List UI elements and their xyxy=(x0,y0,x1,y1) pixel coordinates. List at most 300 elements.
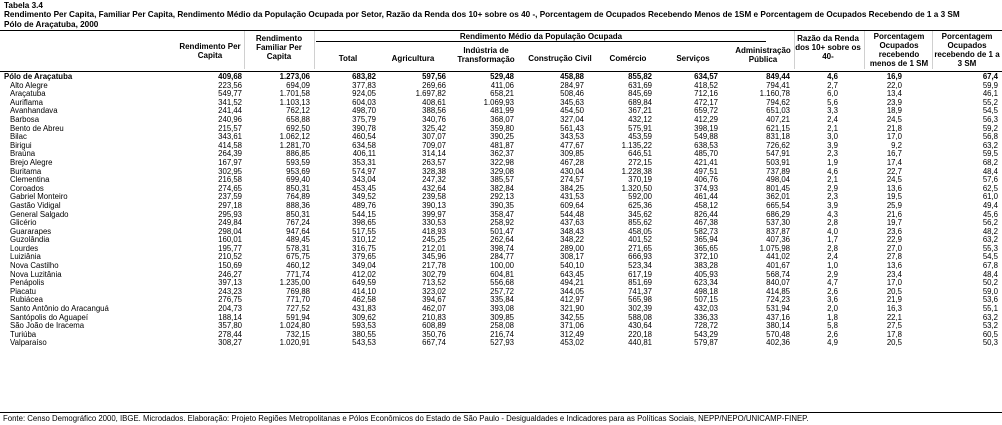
cell-administracao: 651,03 xyxy=(766,106,790,116)
col-group-rend-medio: Rendimento Médio da População Ocupada xyxy=(459,32,623,41)
cell-rend-per-capita: 210,52 xyxy=(218,252,242,262)
cell-pct-menos-1sm: 24,5 xyxy=(886,175,902,185)
cell-administracao: 794,62 xyxy=(766,97,790,107)
cell-rend-familiar: 489,45 xyxy=(286,235,310,245)
cell-construcao: 342,55 xyxy=(560,312,584,322)
cell-servicos: 659,72 xyxy=(694,106,718,116)
cell-construcao: 453,02 xyxy=(560,338,584,348)
cell-comercio: 458,05 xyxy=(628,226,652,236)
table-subtitle: Pólo de Araçatuba, 2000 xyxy=(4,20,99,29)
cell-servicos: 432,03 xyxy=(694,304,718,314)
cell-rend-familiar: 886,85 xyxy=(286,149,310,159)
cell-razao: 4,9 xyxy=(827,338,838,348)
cell-total: 543,53 xyxy=(352,338,376,348)
cell-construcao: 454,50 xyxy=(560,106,584,116)
cell-construcao: 458,88 xyxy=(560,72,584,81)
cell-construcao: 643,45 xyxy=(560,269,584,279)
cell-agricultura: 345,96 xyxy=(422,252,446,262)
cell-rend-per-capita: 409,68 xyxy=(218,72,242,81)
cell-pct-1a3sm: 59,0 xyxy=(982,286,998,296)
row-municipio: Araçatuba xyxy=(10,89,46,99)
cell-administracao: 498,04 xyxy=(766,175,790,185)
cell-construcao: 467,28 xyxy=(560,157,584,167)
cell-rend-familiar: 1.024,80 xyxy=(279,321,310,331)
cell-agricultura: 667,74 xyxy=(422,338,446,348)
cell-razao: 1,7 xyxy=(827,235,838,245)
cell-pct-1a3sm: 63,2 xyxy=(982,235,998,245)
cell-servicos: 374,93 xyxy=(694,183,718,193)
cell-pct-1a3sm: 55,3 xyxy=(982,243,998,253)
cell-pct-1a3sm: 50,3 xyxy=(982,338,998,348)
cell-industria: 329,08 xyxy=(490,166,514,176)
cell-pct-1a3sm: 56,8 xyxy=(982,132,998,142)
cell-rend-familiar: 1.701,58 xyxy=(279,89,310,99)
cell-construcao: 312,49 xyxy=(560,329,584,339)
cell-rend-per-capita: 167,97 xyxy=(218,157,242,167)
cell-pct-1a3sm: 55,1 xyxy=(982,304,998,314)
header-top-rule xyxy=(0,30,1002,31)
cell-pct-menos-1sm: 18,9 xyxy=(886,106,902,116)
cell-construcao: 561,43 xyxy=(560,123,584,133)
cell-rend-familiar: 694,09 xyxy=(286,80,310,90)
table-body xyxy=(0,73,1002,348)
cell-comercio: 430,64 xyxy=(628,321,652,331)
cell-razao: 2,9 xyxy=(827,269,838,279)
cell-razao: 4,3 xyxy=(827,209,838,219)
cell-total: 489,76 xyxy=(352,200,376,210)
cell-agricultura: 330,53 xyxy=(422,218,446,228)
cell-administracao: 407,21 xyxy=(766,114,790,124)
cell-pct-menos-1sm: 17,0 xyxy=(886,278,902,288)
cell-rend-per-capita: 343,61 xyxy=(218,132,242,142)
cell-rend-familiar: 953,69 xyxy=(286,166,310,176)
cell-razao: 3,6 xyxy=(827,295,838,305)
row-municipio: Valparaíso xyxy=(10,338,47,348)
cell-rend-per-capita: 240,96 xyxy=(218,114,242,124)
cell-servicos: 497,51 xyxy=(694,166,718,176)
cell-industria: 390,25 xyxy=(490,132,514,142)
cell-servicos: 405,93 xyxy=(694,269,718,279)
cell-razao: 2,8 xyxy=(827,243,838,253)
cell-comercio: 1.320,50 xyxy=(621,183,652,193)
cell-pct-1a3sm: 63,2 xyxy=(982,312,998,322)
row-municipio: Brejo Alegre xyxy=(10,157,53,167)
cell-pct-1a3sm: 59,2 xyxy=(982,123,998,133)
cell-construcao: 327,04 xyxy=(560,114,584,124)
cell-administracao: 849,44 xyxy=(766,72,790,81)
row-municipio: Santópolis do Aguapeí xyxy=(10,312,89,322)
cell-agricultura: 323,02 xyxy=(422,286,446,296)
cell-pct-menos-1sm: 22,0 xyxy=(886,80,902,90)
cell-pct-1a3sm: 46,1 xyxy=(982,89,998,99)
cell-pct-1a3sm: 48,2 xyxy=(982,226,998,236)
cell-pct-1a3sm: 61,0 xyxy=(982,192,998,202)
cell-agricultura: 462,07 xyxy=(422,304,446,314)
cell-pct-menos-1sm: 23,4 xyxy=(886,269,902,279)
cell-industria: 398,74 xyxy=(490,243,514,253)
cell-comercio: 575,91 xyxy=(628,123,652,133)
cell-administracao: 831,18 xyxy=(766,132,790,142)
row-municipio: Braúna xyxy=(10,149,36,159)
cell-agricultura: 340,76 xyxy=(422,114,446,124)
cell-comercio: 851,69 xyxy=(628,278,652,288)
cell-administracao: 531,94 xyxy=(766,304,790,314)
cell-razao: 2,6 xyxy=(827,286,838,296)
cell-industria: 527,93 xyxy=(490,338,514,348)
cell-agricultura: 269,66 xyxy=(422,80,446,90)
cell-industria: 216,74 xyxy=(490,329,514,339)
cell-pct-menos-1sm: 9,2 xyxy=(891,140,902,150)
cell-servicos: 543,29 xyxy=(694,329,718,339)
row-municipio: Nova Luzitânia xyxy=(10,269,62,279)
cell-rend-per-capita: 297,18 xyxy=(218,200,242,210)
row-municipio: Alto Alegre xyxy=(10,80,48,90)
cell-pct-1a3sm: 56,3 xyxy=(982,114,998,124)
cell-construcao: 544,48 xyxy=(560,209,584,219)
cell-construcao: 477,67 xyxy=(560,140,584,150)
cell-rend-familiar: 593,59 xyxy=(286,157,310,167)
row-municipio: Coroados xyxy=(10,183,44,193)
cell-administracao: 503,91 xyxy=(766,157,790,167)
cell-construcao: 412,97 xyxy=(560,295,584,305)
cell-total: 375,79 xyxy=(352,114,376,124)
cell-razao: 2,4 xyxy=(827,114,838,124)
cell-construcao: 540,10 xyxy=(560,261,584,271)
cell-servicos: 623,34 xyxy=(694,278,718,288)
cell-agricultura: 432,64 xyxy=(422,183,446,193)
cell-total: 406,11 xyxy=(352,149,376,159)
row-municipio: Bento de Abreu xyxy=(10,123,64,133)
table-bottom-rule xyxy=(0,412,1002,413)
cell-servicos: 582,73 xyxy=(694,226,718,236)
cell-rend-per-capita: 215,57 xyxy=(218,123,242,133)
cell-razao: 2,4 xyxy=(827,252,838,262)
cell-administracao: 794,41 xyxy=(766,80,790,90)
cell-comercio: 440,81 xyxy=(628,338,652,348)
cell-comercio: 367,21 xyxy=(628,106,652,116)
header-separator xyxy=(864,31,865,69)
cell-rend-familiar: 769,88 xyxy=(286,286,310,296)
table-header xyxy=(0,30,1002,72)
cell-industria: 257,72 xyxy=(490,286,514,296)
row-municipio: Glicério xyxy=(10,218,37,228)
cell-total: 414,10 xyxy=(352,286,376,296)
cell-rend-familiar: 692,50 xyxy=(286,123,310,133)
cell-comercio: 1.135,22 xyxy=(621,140,652,150)
cell-industria: 481,87 xyxy=(490,140,514,150)
cell-total: 377,83 xyxy=(352,80,376,90)
row-municipio: Auriflama xyxy=(10,97,43,107)
cell-comercio: 271,65 xyxy=(628,243,652,253)
cell-rend-familiar: 771,74 xyxy=(286,269,310,279)
cell-servicos: 383,28 xyxy=(694,261,718,271)
cell-industria: 393,08 xyxy=(490,304,514,314)
cell-pct-1a3sm: 67,4 xyxy=(982,72,998,81)
cell-administracao: 801,45 xyxy=(766,183,790,193)
cell-total: 544,15 xyxy=(352,209,376,219)
cell-razao: 5,6 xyxy=(827,97,838,107)
group-underline xyxy=(316,41,766,42)
cell-industria: 604,81 xyxy=(490,269,514,279)
cell-pct-menos-1sm: 17,0 xyxy=(886,132,902,142)
cell-comercio: 370,19 xyxy=(628,175,652,185)
cell-total: 634,58 xyxy=(352,140,376,150)
row-municipio: Buritama xyxy=(10,166,42,176)
cell-agricultura: 394,67 xyxy=(422,295,446,305)
cell-agricultura: 314,14 xyxy=(422,149,446,159)
cell-razao: 3,9 xyxy=(827,200,838,210)
cell-industria: 284,77 xyxy=(490,252,514,262)
cell-administracao: 840,07 xyxy=(766,278,790,288)
source-note: Fonte: Censo Demográfico 2000, IBGE. Microdados. Elaboração: Projeto Regiões Metropolitanas e Pólos Econômicos do Estado de São Paulo - Desigualdades e Indicadores para as Políticas Sociais, NEPP/NEPO/UNICAMP-FINEP. xyxy=(3,414,809,423)
cell-construcao: 284,97 xyxy=(560,80,584,90)
cell-industria: 411,06 xyxy=(490,80,514,90)
cell-comercio: 741,37 xyxy=(628,286,652,296)
cell-total: 310,12 xyxy=(352,235,376,245)
cell-servicos: 336,33 xyxy=(694,312,718,322)
cell-rend-per-capita: 246,27 xyxy=(218,269,242,279)
cell-rend-familiar: 591,94 xyxy=(286,312,310,322)
cell-industria: 501,47 xyxy=(490,226,514,236)
cell-servicos: 472,17 xyxy=(694,97,718,107)
cell-industria: 382,84 xyxy=(490,183,514,193)
cell-pct-1a3sm: 68,2 xyxy=(982,157,998,167)
cell-razao: 2,9 xyxy=(827,183,838,193)
cell-rend-familiar: 1.281,70 xyxy=(279,140,310,150)
col-total: Total xyxy=(338,54,358,63)
cell-rend-per-capita: 308,27 xyxy=(218,338,242,348)
col-industria: Indústria de Transformação xyxy=(457,46,515,64)
cell-pct-1a3sm: 53,2 xyxy=(982,321,998,331)
cell-rend-per-capita: 295,93 xyxy=(218,209,242,219)
cell-rend-familiar: 850,31 xyxy=(286,183,310,193)
cell-servicos: 365,94 xyxy=(694,235,718,245)
cell-rend-familiar: 578,31 xyxy=(286,243,310,253)
cell-servicos: 365,65 xyxy=(694,243,718,253)
cell-industria: 335,84 xyxy=(490,295,514,305)
cell-administracao: 621,15 xyxy=(766,123,790,133)
cell-servicos: 406,76 xyxy=(694,175,718,185)
cell-razao: 1,8 xyxy=(827,312,838,322)
cell-pct-menos-1sm: 22,7 xyxy=(886,166,902,176)
row-municipio: General Salgado xyxy=(10,209,69,219)
cell-comercio: 432,12 xyxy=(628,114,652,124)
cell-rend-familiar: 675,75 xyxy=(286,252,310,262)
cell-agricultura: 239,58 xyxy=(422,192,446,202)
cell-razao: 1,0 xyxy=(827,261,838,271)
cell-construcao: 309,85 xyxy=(560,149,584,159)
cell-industria: 358,47 xyxy=(490,209,514,219)
cell-pct-1a3sm: 62,5 xyxy=(982,183,998,193)
cell-agricultura: 408,61 xyxy=(422,97,446,107)
cell-industria: 292,13 xyxy=(490,192,514,202)
col-agricultura: Agricultura xyxy=(391,54,435,63)
cell-total: 604,03 xyxy=(352,97,376,107)
row-municipio: Gabriel Monteiro xyxy=(10,192,68,202)
cell-comercio: 220,18 xyxy=(628,329,652,339)
cell-razao: 2,3 xyxy=(827,149,838,159)
cell-rend-per-capita: 357,80 xyxy=(218,321,242,331)
cell-industria: 100,00 xyxy=(490,261,514,271)
cell-administracao: 380,14 xyxy=(766,321,790,331)
row-municipio: Piacatu xyxy=(10,286,37,296)
cell-comercio: 646,51 xyxy=(628,149,652,159)
cell-rend-familiar: 947,64 xyxy=(286,226,310,236)
cell-pct-menos-1sm: 27,0 xyxy=(886,243,902,253)
cell-razao: 5,8 xyxy=(827,321,838,331)
col-razao: Razão da Renda dos 10+ sobre os 40- xyxy=(795,34,861,61)
cell-pct-1a3sm: 54,5 xyxy=(982,252,998,262)
cell-servicos: 826,44 xyxy=(694,209,718,219)
cell-rend-per-capita: 397,13 xyxy=(218,278,242,288)
cell-pct-menos-1sm: 19,5 xyxy=(886,192,902,202)
row-municipio: Guararapes xyxy=(10,226,52,236)
cell-servicos: 418,52 xyxy=(694,80,718,90)
cell-construcao: 308,17 xyxy=(560,252,584,262)
cell-pct-menos-1sm: 27,5 xyxy=(886,321,902,331)
cell-industria: 556,68 xyxy=(490,278,514,288)
table-title: Rendimento Per Capita, Familiar Per Capita, Rendimento Médio da População Ocupada por Setor, Razão da Renda dos 10+ sobre os 40 -, Porcentagem de Ocupados Recebendo Menos de 1SM e Porcentagem de Ocupados Recebendo de 1 a 3 SM xyxy=(4,10,960,19)
row-municipio: Clementina xyxy=(10,175,50,185)
cell-rend-familiar: 1.235,00 xyxy=(279,278,310,288)
cell-construcao: 289,00 xyxy=(560,243,584,253)
cell-agricultura: 307,07 xyxy=(422,132,446,142)
cell-total: 379,65 xyxy=(352,252,376,262)
cell-rend-per-capita: 298,04 xyxy=(218,226,242,236)
cell-industria: 481,99 xyxy=(490,106,514,116)
cell-rend-familiar: 1.062,12 xyxy=(279,132,310,142)
cell-pct-menos-1sm: 22,9 xyxy=(886,235,902,245)
cell-administracao: 547,91 xyxy=(766,149,790,159)
cell-comercio: 453,59 xyxy=(628,132,652,142)
cell-razao: 3,0 xyxy=(827,132,838,142)
col-rend-familiar: Rendimento Familiar Per Capita xyxy=(255,34,303,61)
cell-pct-menos-1sm: 27,8 xyxy=(886,252,902,262)
cell-razao: 3,9 xyxy=(827,140,838,150)
cell-industria: 529,48 xyxy=(490,72,514,81)
cell-total: 412,02 xyxy=(352,269,376,279)
cell-industria: 368,07 xyxy=(490,114,514,124)
cell-rend-per-capita: 195,77 xyxy=(218,243,242,253)
header-separator xyxy=(314,31,315,69)
cell-rend-per-capita: 150,69 xyxy=(218,261,242,271)
cell-pct-menos-1sm: 20,5 xyxy=(886,286,902,296)
cell-servicos: 458,12 xyxy=(694,200,718,210)
cell-rend-familiar: 658,88 xyxy=(286,114,310,124)
cell-total: 462,58 xyxy=(352,295,376,305)
cell-agricultura: 217,78 xyxy=(422,261,446,271)
cell-industria: 322,98 xyxy=(490,157,514,167)
cell-servicos: 421,41 xyxy=(694,157,718,167)
cell-comercio: 617,19 xyxy=(628,269,652,279)
cell-administracao: 665,54 xyxy=(766,200,790,210)
cell-comercio: 689,84 xyxy=(628,97,652,107)
cell-total: 390,78 xyxy=(352,123,376,133)
cell-servicos: 372,10 xyxy=(694,252,718,262)
cell-construcao: 437,63 xyxy=(560,218,584,228)
cell-total: 649,59 xyxy=(352,278,376,288)
cell-servicos: 712,16 xyxy=(694,89,718,99)
cell-pct-1a3sm: 54,5 xyxy=(982,106,998,116)
cell-razao: 4,6 xyxy=(827,72,838,81)
cell-razao: 1,9 xyxy=(827,157,838,167)
cell-total: 924,05 xyxy=(352,89,376,99)
row-municipio: Barbosa xyxy=(10,114,40,124)
cell-pct-menos-1sm: 19,7 xyxy=(886,218,902,228)
col-pct-1-a-3sm: Porcentagem Ocupados recebendo de 1 a 3 SM xyxy=(934,32,1000,68)
cell-comercio: 1.228,38 xyxy=(621,166,652,176)
cell-pct-menos-1sm: 16,7 xyxy=(886,149,902,159)
cell-comercio: 855,82 xyxy=(628,72,652,81)
cell-rend-familiar: 1.273,06 xyxy=(279,72,310,81)
cell-servicos: 549,88 xyxy=(694,132,718,142)
row-municipio: Lourdes xyxy=(10,243,39,253)
cell-agricultura: 390,13 xyxy=(422,200,446,210)
cell-comercio: 272,15 xyxy=(628,157,652,167)
cell-administracao: 407,36 xyxy=(766,235,790,245)
cell-pct-menos-1sm: 16,9 xyxy=(886,72,902,81)
cell-rend-per-capita: 264,39 xyxy=(218,149,242,159)
cell-total: 574,97 xyxy=(352,166,376,176)
cell-razao: 2,8 xyxy=(827,218,838,228)
cell-industria: 390,35 xyxy=(490,200,514,210)
cell-total: 309,62 xyxy=(352,312,376,322)
row-municipio: Santo Antônio do Aracanguá xyxy=(10,304,109,314)
cell-administracao: 401,67 xyxy=(766,261,790,271)
cell-administracao: 568,74 xyxy=(766,269,790,279)
cell-razao: 2,1 xyxy=(827,123,838,133)
cell-administracao: 441,02 xyxy=(766,252,790,262)
cell-comercio: 523,34 xyxy=(628,261,652,271)
cell-rend-familiar: 727,52 xyxy=(286,304,310,314)
header-separator xyxy=(932,31,933,69)
cell-agricultura: 399,97 xyxy=(422,209,446,219)
cell-construcao: 494,21 xyxy=(560,278,584,288)
cell-total: 349,52 xyxy=(352,192,376,202)
cell-agricultura: 328,38 xyxy=(422,166,446,176)
cell-agricultura: 350,76 xyxy=(422,329,446,339)
row-municipio: Turiúba xyxy=(10,329,37,339)
cell-rend-per-capita: 216,58 xyxy=(218,175,242,185)
cell-rend-per-capita: 278,44 xyxy=(218,329,242,339)
cell-rend-per-capita: 237,59 xyxy=(218,192,242,202)
header-separator xyxy=(244,31,245,69)
row-municipio: Nova Castilho xyxy=(10,261,59,271)
cell-industria: 362,37 xyxy=(490,149,514,159)
cell-servicos: 467,38 xyxy=(694,218,718,228)
cell-total: 398,65 xyxy=(352,218,376,228)
cell-pct-1a3sm: 59,9 xyxy=(982,80,998,90)
cell-pct-1a3sm: 60,5 xyxy=(982,329,998,339)
cell-rend-per-capita: 223,56 xyxy=(218,80,242,90)
row-municipio: Avanhandava xyxy=(10,106,58,116)
cell-industria: 258,08 xyxy=(490,321,514,331)
cell-construcao: 431,53 xyxy=(560,192,584,202)
row-municipio: Rubiácea xyxy=(10,295,43,305)
cell-comercio: 401,52 xyxy=(628,235,652,245)
cell-agricultura: 247,32 xyxy=(422,175,446,185)
cell-rend-familiar: 1.103,13 xyxy=(279,97,310,107)
cell-agricultura: 709,07 xyxy=(422,140,446,150)
cell-industria: 309,85 xyxy=(490,312,514,322)
cell-industria: 1.069,93 xyxy=(483,97,514,107)
cell-administracao: 737,89 xyxy=(766,166,790,176)
cell-agricultura: 263,57 xyxy=(422,157,446,167)
cell-total: 316,75 xyxy=(352,243,376,253)
cell-industria: 262,64 xyxy=(490,235,514,245)
cell-pct-1a3sm: 45,6 xyxy=(982,209,998,219)
cell-administracao: 837,87 xyxy=(766,226,790,236)
